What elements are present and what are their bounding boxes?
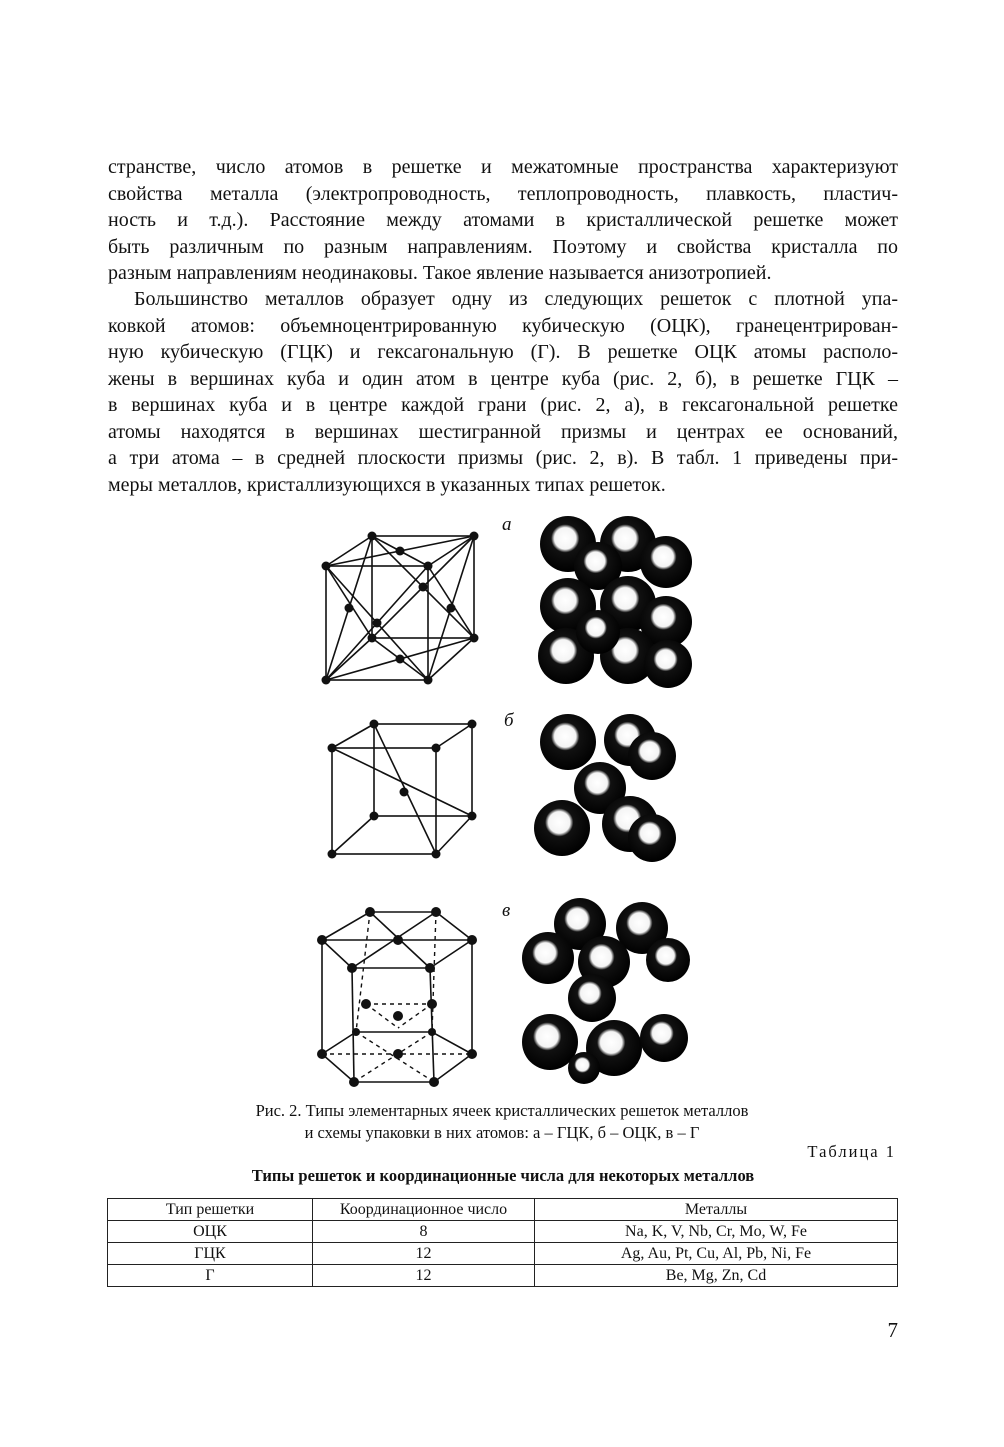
text-line: атомы находятся в вершинах шестигранной призмы и центрах ее оснований, — [108, 420, 898, 443]
figure-caption — [140, 1100, 864, 1144]
text-line: ковкой атомов: объемноцентрированную кубическую (ОЦК), гранецентрирован- — [108, 314, 898, 337]
table-title: Типы решеток и координационные числа для некоторых металлов — [251, 1166, 755, 1185]
table-cell: 8 — [313, 1221, 535, 1243]
table-cell: 12 — [313, 1265, 535, 1287]
text-line: разным направлениям неодинаковы. Такое явление называется анизотропией. — [108, 262, 772, 284]
fcc-lattice-diagram — [318, 528, 488, 688]
text-line: Большинство металлов образует одну из следующих решеток с плотной упа- — [134, 288, 898, 310]
bcc-lattice-diagram — [322, 718, 482, 860]
text-line: быть различным по разным направлениям. Поэтому и свойства кристалла по — [108, 235, 898, 258]
paragraph-2 — [108, 286, 898, 498]
figure-label-v: в — [502, 900, 511, 921]
table-row — [108, 1265, 898, 1287]
text-line: а три атома – в средней плоскости призмы (рис. 2, в). В табл. 1 приведены при- — [108, 447, 898, 469]
table-row — [108, 1221, 898, 1243]
table-cell: 12 — [313, 1243, 535, 1265]
table-cell: Be, Mg, Zn, Cd — [535, 1265, 898, 1287]
text-line: ность и т.д.). Расстояние между атомами в кристаллической решетке может — [108, 209, 898, 231]
table-row — [108, 1243, 898, 1265]
text-line: ную кубическую (ГЦК) и гексагональную (Г). В решетке ОЦК атомы располо- — [108, 341, 898, 363]
paragraph-1 — [108, 154, 898, 287]
text-line: жены в вершинах куба и один атом в центре куба (рис. 2, б), в решетке ГЦК – — [108, 367, 898, 390]
hcp-lattice-diagram — [312, 906, 484, 1088]
table-header-cell: Металлы — [535, 1199, 898, 1221]
table-header-row — [108, 1199, 898, 1221]
table-cell: Г — [108, 1265, 313, 1287]
table-cell: Ag, Au, Pt, Cu, Al, Pb, Ni, Fe — [535, 1243, 898, 1265]
text-line: странстве, число атомов в решетке и межатомные пространства характеризуют — [108, 156, 898, 178]
text-line: в вершинах куба и в центре каждой грани (рис. 2, а), в гексагональной решетке — [108, 394, 898, 416]
fcc-packing-diagram — [528, 514, 696, 690]
table-cell: ОЦК — [108, 1221, 313, 1243]
bcc-packing-diagram — [532, 712, 680, 868]
page-number: 7 — [887, 1318, 898, 1342]
hcp-packing-diagram — [518, 898, 690, 1084]
table-number: Таблица 1 — [807, 1142, 896, 1161]
table-cell: Na, K, V, Nb, Cr, Mo, W, Fe — [535, 1221, 898, 1243]
caption-line-2: и схемы упаковки в них атомов: а – ГЦК, б – ОЦК, в – Г — [304, 1123, 700, 1142]
lattice-table — [107, 1198, 898, 1287]
table-header-cell: Тип решетки — [108, 1199, 313, 1221]
text-line: свойства металла (электропроводность, теплопроводность, плавкость, пластич- — [108, 182, 898, 205]
table-cell: ГЦК — [108, 1243, 313, 1265]
table-header-cell: Координационное число — [313, 1199, 535, 1221]
text-line: меры металлов, кристаллизующихся в указанных типах решеток. — [108, 473, 666, 496]
figure-label-a: а — [502, 514, 512, 535]
caption-line-1: Рис. 2. Типы элементарных ячеек кристаллических решеток металлов — [255, 1101, 749, 1120]
figure-label-b: б — [504, 710, 514, 731]
